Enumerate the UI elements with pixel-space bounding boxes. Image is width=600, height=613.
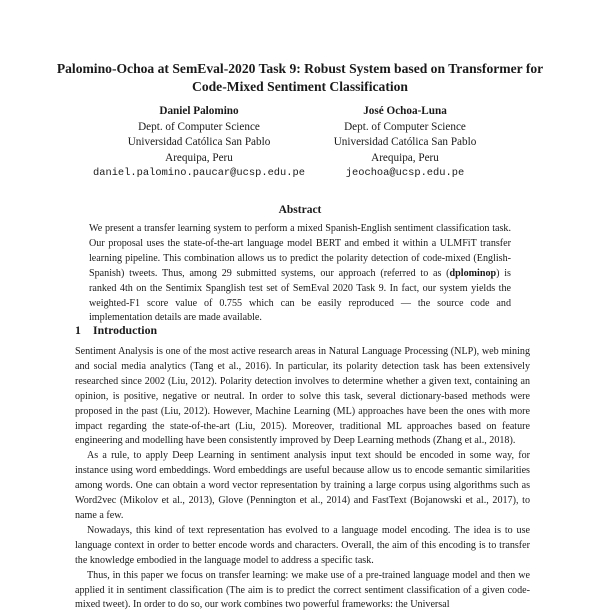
paragraph: Nowadays, this kind of text representation has evolved to a language model encoding. The idea is to use language context in order to better encode words and characters. Overall, the aim of this encoding is to transfer the knowledge embodied in the language model to address a specific task. <box>75 524 530 566</box>
abstract-heading: Abstract <box>278 204 322 216</box>
section-body <box>75 345 530 613</box>
author-name: Daniel Palomino <box>159 105 239 117</box>
paper-title: Palomino-Ochoa at SemEval-2020 Task 9: Robust System based on Transformer for Code-Mixed Sentiment Classification <box>56 61 544 94</box>
section-title: Introduction <box>93 323 158 337</box>
author-email[interactable]: daniel.palomino.paucar@ucsp.edu.pe <box>92 167 305 179</box>
author-location: Arequipa, Peru <box>165 151 233 164</box>
author-block <box>285 104 525 182</box>
author-university: Universidad Católica San Pablo <box>333 136 477 148</box>
author-name: José Ochoa-Luna <box>363 105 447 117</box>
author-dept: Dept. of Computer Science <box>138 120 260 133</box>
paragraph: As a rule, to apply Deep Learning in sentiment analysis input text should be encoded in some way, for instance using word embeddings. Word embeddings are useful because allow us to encode semantic similarities among words. One can obtain a word vector representation by training a large corpus using algorithms such as Word2vec (Mikolov et al., 2013), Glove (Pennington et al., 2014) and FastText (Bojanowski et al., 2017), to name a few. <box>75 450 530 521</box>
paragraph: Thus, in this paper we focus on transfer learning: we make use of a pre-trained language model and then we applied it in sentiment classification (The aim is to predict the correct sentiment classification of a given code-mixed tweet). In order to do so, our work combines two powerful frameworks: the Universal <box>75 569 530 611</box>
author-university: Universidad Católica San Pablo <box>127 136 271 148</box>
abstract-part-2: ) is ranked 4th on the Sentimix Spanglish test set of SemEval 2020 Task 9. In fact, our system yields the weighted-F1 score value of 0.755 which can be easily reproduced — the source code and implementation details are made available. <box>89 267 511 324</box>
paragraph: Sentiment Analysis is one of the most active research areas in Natural Language Processing (NLP), web mining and social media analytics (Tang et al., 2016). In particular, its polarity detection task has been extensively researched since 2002 (Liu, 2012). Polarity detection involves to determine whether a given text, containing an opinion, is positive, negative or neutral. In order to solve this task, several dictionary-based methods were proposed in the past (Liu, 2012). However, Machine Learning (ML) approaches have been the ones with more impact regarding the state-of-the-art (Liu, 2015). Moreover, traditional ML approaches based on feature engineering and modelling have been consistently improved by Deep Learning methods (Zhang et al., 2018). <box>75 346 530 447</box>
abstract-part-1: We present a transfer learning system to perform a mixed Spanish-English sentiment classification task. Our proposal uses the state-of-the-art language model BERT and embed it within a ULMFiT transfer learning pipeline. This combination allows us to predict the polarity detection of code-mixed (English-Spanish) tweets. Thus, among 29 submitted systems, our approach (referred to as <box>89 223 511 279</box>
author-email[interactable]: jeochoa@ucsp.edu.pe <box>345 167 465 179</box>
author-dept: Dept. of Computer Science <box>344 120 466 133</box>
abstract-text: We present a transfer learning system to perform a mixed Spanish-English sentiment classification task. Our proposal uses the state-of-the-art language model BERT and embed it within a ULMFiT transfer learning pipeline. This combination allows us to predict the polarity detection of code-mixed (English-Spanish) tweets. Thus, among 29 submitted systems, our approach (referred to as (dplominop) is ranked 4th on the Sentimix Spanglish test set of SemEval 2020 Task 9. In fact, our system yields the weighted-F1 score value of 0.755 which can be easily reproduced — the source code and implementation details are made available. <box>89 223 511 324</box>
team-name: dplominop <box>449 267 497 279</box>
section-number: 1 <box>75 323 81 337</box>
author-location: Arequipa, Peru <box>371 151 439 164</box>
author-block <box>79 104 319 182</box>
section-heading <box>75 323 157 338</box>
